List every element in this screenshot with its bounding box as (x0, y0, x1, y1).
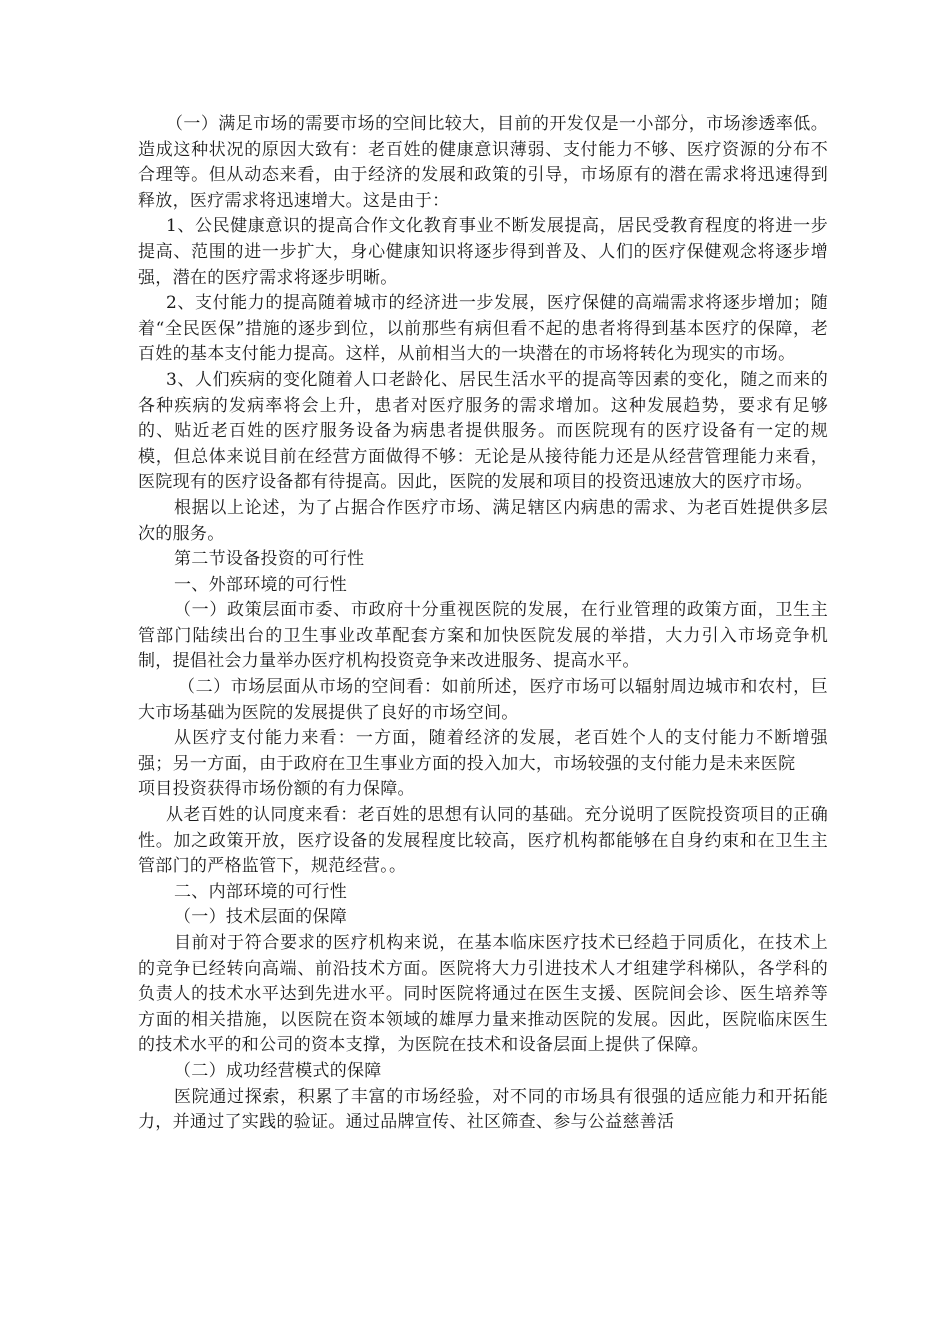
paragraph-technical: 目前对于符合要求的医疗机构来说，在基本临床医疗技术已经趋于同质化，在技术上的竞争已经转向高端、前沿技术方面。医院将大力引进技术人才组建学科梯队，各学科的负责人的技术水平达到先进水平。同时医院将通过在医生支援、医院间会诊、医生培养等方面的相关措施，以医院在资本领域的雄厚力量来推动医院的发展。因此，医院临床医生的技术水平的和公司的资本支撑，为医院在技术和设备层面上提供了保障。 (138, 933, 828, 1056)
paragraph-disease-change: 3、人们疾病的变化随着人口老龄化、居民生活水平的提高等因素的变化，随之而来的各种疾病的发病率将会上升，患者对医疗服务的需求增加。这种发展趋势，要求有足够的、贴近老百姓的医疗服务设备为病患者提供服务。而医院现有的医疗设备有一定的规模，但总体来说目前在经营方面做得不够：无论是从接待能力还是从经营管理能力来看，医院现有的医疗设备都有待提高。因此，医院的发展和项目的投资迅速放大的医疗市场。 (138, 369, 828, 493)
paragraph-market-demand: （一）满足市场的需要市场的空间比较大，目前的开发仅是一小部分，市场渗透率低。造成这种状况的原因大致有：老百姓的健康意识薄弱、支付能力不够、医疗资源的分布不合理等。但从动态来看，由于经济的发展和政策的引导，市场原有的潜在需求将迅速得到释放，医疗需求将迅速增大。这是由于： (138, 114, 828, 211)
heading-internal-environment: 二、内部环境的可行性 (174, 881, 347, 902)
section-heading-feasibility: 第二节设备投资的可行性 (174, 549, 365, 570)
paragraph-payment-capacity-cont: 项目投资获得市场份额的有力保障。 (138, 779, 415, 800)
paragraph-policy-level: （一）政策层面市委、市政府十分重视医院的发展，在行业管理的政策方面，卫生主管部门陆续出台的卫生事业改革配套方案和加快医院发展的举措，大力引入市场竞争机制，提倡社会力量举办医疗机构投资竞争来改进服务、提高水平。 (138, 600, 828, 672)
paragraph-public-recognition: 从老百姓的认同度来看：老百姓的思想有认同的基础。充分说明了医院投资项目的正确性。加之政策开放，医疗设备的发展程度比较高，医疗机构都能够在自身约束和在卫生主管部门的严格监管下，规范经营。。 (138, 805, 828, 877)
paragraph-payment-capacity: 从医疗支付能力来看：一方面，随着经济的发展，老百姓个人的支付能力不断增强强；另一方面，由于政府在卫生事业方面的投入加大，市场较强的支付能力是未来医院 (138, 728, 828, 774)
heading-external-environment: 一、外部环境的可行性 (174, 574, 347, 595)
paragraph-health-awareness: 1、公民健康意识的提高合作文化教育事业不断发展提高，居民受教育程度的将进一步提高、范围的进一步扩大，身心健康知识将逐步得到普及、人们的医疗保健观念将逐步增强，潜在的医疗需求将逐步明晰。 (138, 216, 828, 288)
heading-technical-guarantee: （一）技术层面的保障 (174, 907, 347, 928)
paragraph-market-level: （二）市场层面从市场的空间看：如前所述，医疗市场可以辐射周边城市和农村，巨大市场基础为医院的发展提供了良好的市场空间。 (138, 677, 828, 723)
document-body (138, 112, 828, 1136)
paragraph-conclusion: 根据以上论述，为了占据合作医疗市场、满足辖区内病患的需求、为老百姓提供多层次的服务。 (138, 497, 828, 544)
paragraph-business-model: 医院通过探索，积累了丰富的市场经验，对不同的市场具有很强的适应能力和开拓能力，并通过了实践的验证。通过品牌宣传、社区筛查、参与公益慈善活 (138, 1086, 828, 1133)
heading-business-model: （二）成功经营模式的保障 (174, 1060, 382, 1081)
paragraph-payment-ability: 2、支付能力的提高随着城市的经济进一步发展，医疗保健的高端需求将逐步增加；随着“全民医保”措施的逐步到位，以前那些有病但看不起的患者将得到基本医疗的保障，老百姓的基本支付能力提高。这样，从前相当大的一块潜在的市场将转化为现实的市场。 (138, 293, 828, 365)
